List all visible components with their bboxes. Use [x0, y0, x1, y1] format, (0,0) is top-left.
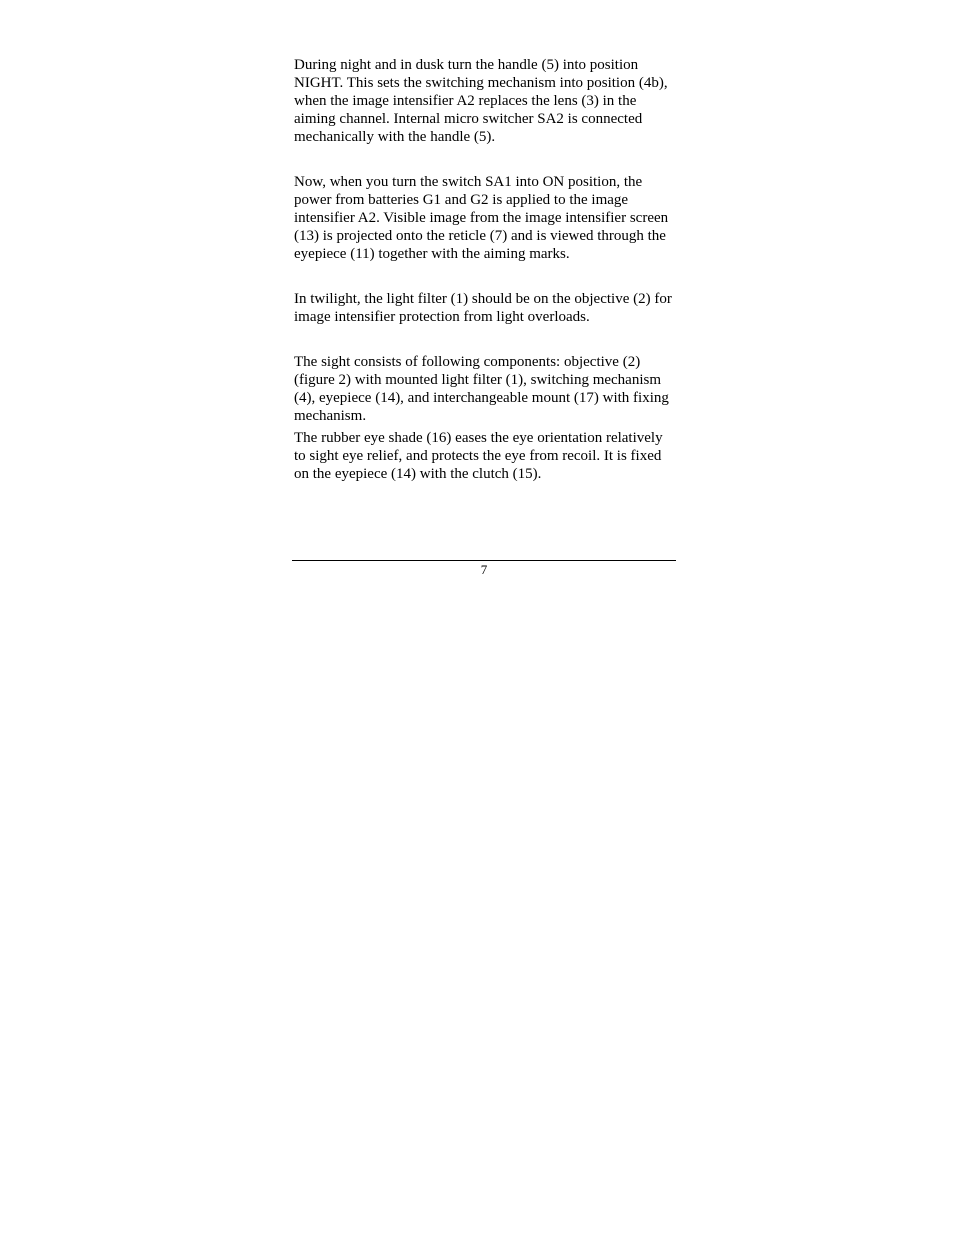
paragraph-eye-shade: The rubber eye shade (16) eases the eye orientation relatively to sight eye relief, and protects the eye from recoil. It is fixed on the eyepiece (14) with the clutch (15). [294, 430, 663, 482]
paragraph-twilight: In twilight, the light filter (1) should be on the objective (2) for image intensifier protection from light overloads. [294, 291, 672, 325]
footer-divider [292, 560, 676, 561]
paragraph-components: The sight consists of following components: objective (2) (figure 2) with mounted light filter (1), switching mechanism (4), eyepiece (14), and interchangeable mount (17) with fixing mechanism. [294, 354, 669, 424]
page-number: 7 [480, 562, 488, 577]
document-body [294, 56, 672, 483]
paragraph-night-mode: During night and in dusk turn the handle (5) into position NIGHT. This sets the switching mechanism into position (4b), when the image intensifier A2 replaces the lens (3) in the aiming channel. Internal micro switcher SA2 is connected mechanically with the handle (5). [294, 57, 668, 145]
paragraph-power-on: Now, when you turn the switch SA1 into ON position, the power from batteries G1 and G2 is applied to the image intensifier A2. Visible image from the image intensifier screen (13) is projected onto the reticle (7) and is viewed through the eyepiece (11) together with the aiming marks. [294, 174, 669, 262]
